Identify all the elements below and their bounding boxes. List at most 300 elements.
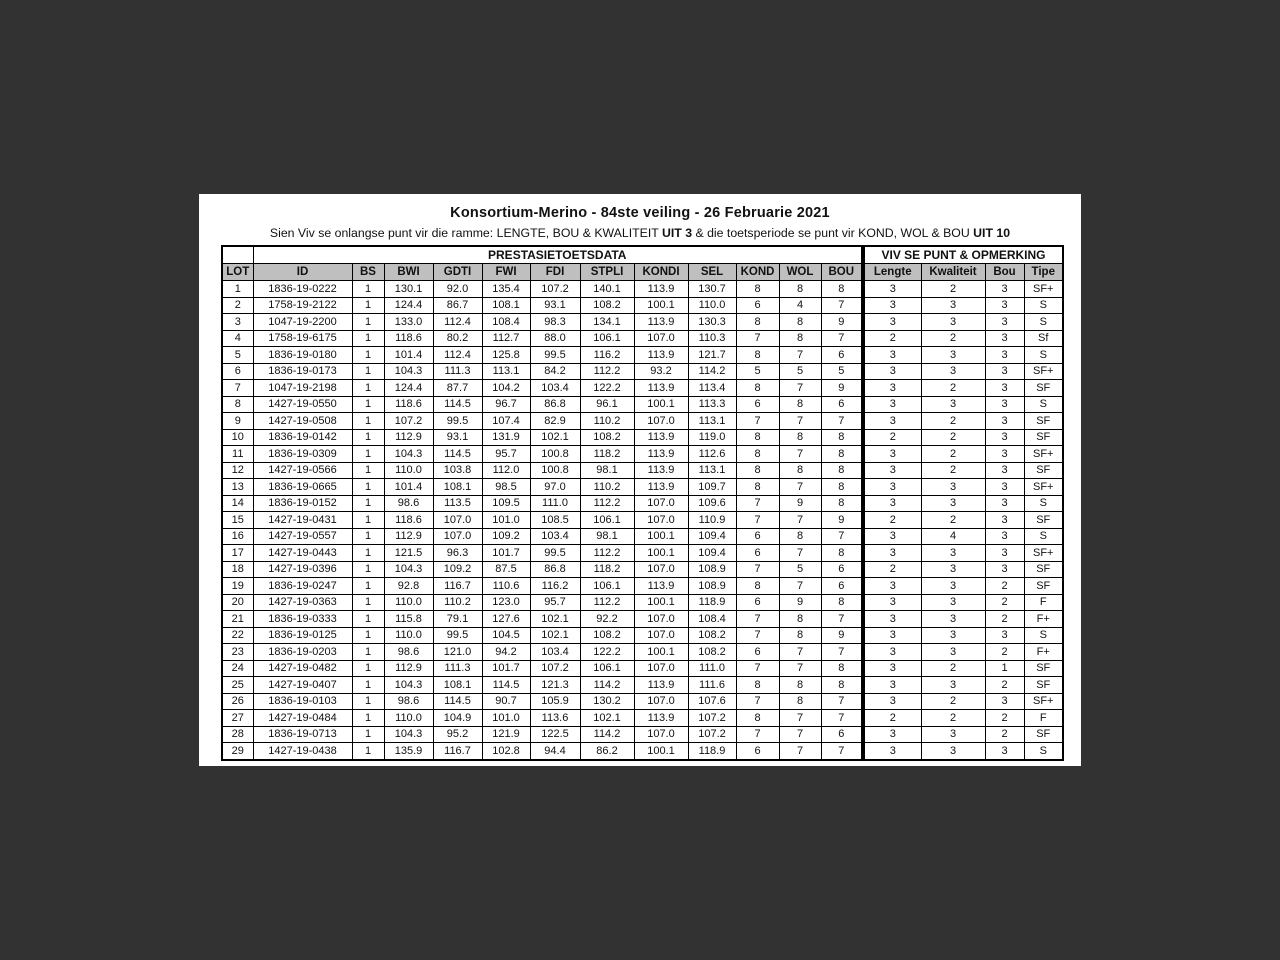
cell-lot: 22 xyxy=(222,627,253,644)
cell-tipe: F xyxy=(1024,594,1063,611)
cell-id: 1427-19-0566 xyxy=(253,462,352,479)
cell-kondi: 107.0 xyxy=(634,726,688,743)
cell-gdti: 92.0 xyxy=(433,281,482,298)
cell-fwi: 127.6 xyxy=(482,611,530,628)
cell-fdi: 102.1 xyxy=(530,627,580,644)
cell-bou-viv: 3 xyxy=(985,495,1024,512)
cell-kwaliteit: 3 xyxy=(921,743,985,760)
cell-bou: 7 xyxy=(821,330,863,347)
cell-stpli: 114.2 xyxy=(580,677,634,694)
column-header-fdi: FDI xyxy=(530,264,580,281)
cell-kond: 8 xyxy=(736,479,779,496)
cell-bs: 1 xyxy=(352,743,384,760)
cell-gdti: 108.1 xyxy=(433,479,482,496)
cell-lengte: 3 xyxy=(863,347,921,364)
cell-stpli: 106.1 xyxy=(580,660,634,677)
cell-kwaliteit: 3 xyxy=(921,314,985,331)
cell-kond: 7 xyxy=(736,495,779,512)
cell-kondi: 107.0 xyxy=(634,693,688,710)
cell-bs: 1 xyxy=(352,512,384,529)
cell-bs: 1 xyxy=(352,710,384,727)
cell-bou-viv: 3 xyxy=(985,743,1024,760)
cell-fdi: 99.5 xyxy=(530,545,580,562)
cell-fwi: 112.0 xyxy=(482,462,530,479)
cell-wol: 8 xyxy=(779,677,821,694)
cell-lot: 21 xyxy=(222,611,253,628)
cell-lengte: 3 xyxy=(863,660,921,677)
cell-gdti: 104.9 xyxy=(433,710,482,727)
cell-tipe: SF xyxy=(1024,561,1063,578)
cell-fwi: 87.5 xyxy=(482,561,530,578)
cell-bou: 8 xyxy=(821,462,863,479)
cell-bou-viv: 3 xyxy=(985,297,1024,314)
cell-lot: 18 xyxy=(222,561,253,578)
cell-fdi: 88.0 xyxy=(530,330,580,347)
cell-gdti: 107.0 xyxy=(433,528,482,545)
cell-sel: 113.3 xyxy=(688,396,736,413)
cell-tipe: S xyxy=(1024,314,1063,331)
cell-stpli: 106.1 xyxy=(580,512,634,529)
cell-fdi: 107.2 xyxy=(530,281,580,298)
cell-tipe: S xyxy=(1024,297,1063,314)
cell-gdti: 86.7 xyxy=(433,297,482,314)
cell-id: 1427-19-0363 xyxy=(253,594,352,611)
table-row xyxy=(222,512,1063,529)
cell-wol: 5 xyxy=(779,561,821,578)
cell-fdi: 95.7 xyxy=(530,594,580,611)
cell-sel: 111.0 xyxy=(688,660,736,677)
cell-wol: 8 xyxy=(779,693,821,710)
cell-kondi: 113.9 xyxy=(634,710,688,727)
cell-bwi: 110.0 xyxy=(384,594,433,611)
cell-bs: 1 xyxy=(352,693,384,710)
cell-bwi: 92.8 xyxy=(384,578,433,595)
cell-sel: 108.2 xyxy=(688,627,736,644)
cell-bs: 1 xyxy=(352,594,384,611)
cell-kwaliteit: 2 xyxy=(921,281,985,298)
cell-gdti: 114.5 xyxy=(433,396,482,413)
cell-bwi: 98.6 xyxy=(384,495,433,512)
cell-stpli: 98.1 xyxy=(580,462,634,479)
cell-bwi: 101.4 xyxy=(384,347,433,364)
cell-bou-viv: 3 xyxy=(985,363,1024,380)
table-row xyxy=(222,281,1063,298)
cell-fdi: 99.5 xyxy=(530,347,580,364)
cell-id: 1836-19-0180 xyxy=(253,347,352,364)
cell-stpli: 106.1 xyxy=(580,330,634,347)
cell-bou: 8 xyxy=(821,429,863,446)
cell-bwi: 112.9 xyxy=(384,528,433,545)
cell-lengte: 3 xyxy=(863,611,921,628)
cell-kondi: 113.9 xyxy=(634,677,688,694)
table-row xyxy=(222,545,1063,562)
cell-id: 1836-19-0309 xyxy=(253,446,352,463)
cell-kwaliteit: 3 xyxy=(921,677,985,694)
cell-kwaliteit: 4 xyxy=(921,528,985,545)
cell-kondi: 107.0 xyxy=(634,611,688,628)
column-header-bs: BS xyxy=(352,264,384,281)
cell-stpli: 108.2 xyxy=(580,429,634,446)
cell-fdi: 108.5 xyxy=(530,512,580,529)
cell-tipe: F+ xyxy=(1024,611,1063,628)
cell-fwi: 104.5 xyxy=(482,627,530,644)
cell-wol: 7 xyxy=(779,726,821,743)
cell-kwaliteit: 2 xyxy=(921,413,985,430)
cell-stpli: 108.2 xyxy=(580,297,634,314)
cell-kond: 8 xyxy=(736,710,779,727)
cell-fwi: 101.0 xyxy=(482,710,530,727)
cell-sel: 108.2 xyxy=(688,644,736,661)
cell-bs: 1 xyxy=(352,347,384,364)
cell-bs: 1 xyxy=(352,396,384,413)
subtitle-bold-uit10: UIT 10 xyxy=(973,226,1011,240)
cell-tipe: SF+ xyxy=(1024,545,1063,562)
cell-lengte: 3 xyxy=(863,594,921,611)
cell-bs: 1 xyxy=(352,281,384,298)
cell-stpli: 112.2 xyxy=(580,363,634,380)
cell-bou-viv: 2 xyxy=(985,710,1024,727)
cell-tipe: S xyxy=(1024,743,1063,760)
cell-tipe: S xyxy=(1024,347,1063,364)
table-row xyxy=(222,693,1063,710)
cell-bou-viv: 3 xyxy=(985,446,1024,463)
subtitle-text: Sien Viv se onlangse punt vir die ramme: LENGTE, BOU & KWALITEIT xyxy=(269,226,662,240)
cell-bs: 1 xyxy=(352,462,384,479)
cell-kond: 7 xyxy=(736,693,779,710)
cell-wol: 7 xyxy=(779,710,821,727)
cell-sel: 109.6 xyxy=(688,495,736,512)
cell-lot: 9 xyxy=(222,413,253,430)
table-row xyxy=(222,743,1063,760)
cell-id: 1427-19-0407 xyxy=(253,677,352,694)
cell-bou-viv: 3 xyxy=(985,561,1024,578)
cell-gdti: 96.3 xyxy=(433,545,482,562)
cell-sel: 109.4 xyxy=(688,545,736,562)
cell-kwaliteit: 3 xyxy=(921,545,985,562)
cell-fwi: 102.8 xyxy=(482,743,530,760)
table-row xyxy=(222,446,1063,463)
cell-fdi: 113.6 xyxy=(530,710,580,727)
cell-bou-viv: 3 xyxy=(985,545,1024,562)
cell-id: 1427-19-0438 xyxy=(253,743,352,760)
column-header-lot: LOT xyxy=(222,264,253,281)
cell-kwaliteit: 3 xyxy=(921,479,985,496)
cell-bs: 1 xyxy=(352,380,384,397)
cell-stpli: 86.2 xyxy=(580,743,634,760)
cell-bs: 1 xyxy=(352,297,384,314)
cell-bou: 6 xyxy=(821,726,863,743)
cell-gdti: 107.0 xyxy=(433,512,482,529)
table-row xyxy=(222,660,1063,677)
cell-fdi: 103.4 xyxy=(530,528,580,545)
cell-kondi: 107.0 xyxy=(634,413,688,430)
cell-fwi: 110.6 xyxy=(482,578,530,595)
cell-bwi: 121.5 xyxy=(384,545,433,562)
cell-bwi: 110.0 xyxy=(384,627,433,644)
cell-lengte: 3 xyxy=(863,380,921,397)
column-header-tipe: Tipe xyxy=(1024,264,1063,281)
cell-bou-viv: 3 xyxy=(985,429,1024,446)
cell-bwi: 110.0 xyxy=(384,462,433,479)
cell-id: 1836-19-0713 xyxy=(253,726,352,743)
cell-fdi: 86.8 xyxy=(530,396,580,413)
cell-kond: 8 xyxy=(736,429,779,446)
cell-gdti: 110.2 xyxy=(433,594,482,611)
cell-tipe: SF+ xyxy=(1024,446,1063,463)
cell-wol: 7 xyxy=(779,479,821,496)
cell-kond: 6 xyxy=(736,396,779,413)
cell-kond: 7 xyxy=(736,561,779,578)
cell-gdti: 95.2 xyxy=(433,726,482,743)
cell-bou-viv: 2 xyxy=(985,644,1024,661)
cell-bwi: 115.8 xyxy=(384,611,433,628)
section-header-viv-se-punt: VIV SE PUNT & OPMERKING xyxy=(863,246,1063,264)
cell-bwi: 104.3 xyxy=(384,363,433,380)
cell-lot: 19 xyxy=(222,578,253,595)
cell-bwi: 101.4 xyxy=(384,479,433,496)
cell-lengte: 2 xyxy=(863,561,921,578)
cell-bwi: 124.4 xyxy=(384,380,433,397)
cell-kondi: 113.9 xyxy=(634,281,688,298)
cell-lengte: 3 xyxy=(863,297,921,314)
cell-lot: 28 xyxy=(222,726,253,743)
cell-kondi: 100.1 xyxy=(634,743,688,760)
cell-lot: 16 xyxy=(222,528,253,545)
cell-id: 1836-19-0152 xyxy=(253,495,352,512)
cell-wol: 8 xyxy=(779,429,821,446)
cell-bou: 6 xyxy=(821,578,863,595)
cell-wol: 8 xyxy=(779,528,821,545)
cell-stpli: 102.1 xyxy=(580,710,634,727)
cell-fdi: 97.0 xyxy=(530,479,580,496)
cell-sel: 111.6 xyxy=(688,677,736,694)
cell-bou-viv: 2 xyxy=(985,594,1024,611)
column-header-lengte: Lengte xyxy=(863,264,921,281)
cell-tipe: S xyxy=(1024,627,1063,644)
cell-lot: 5 xyxy=(222,347,253,364)
document-title: Konsortium-Merino - 84ste veiling - 26 Februarie 2021 xyxy=(450,205,830,221)
cell-bou-viv: 3 xyxy=(985,380,1024,397)
cell-gdti: 112.4 xyxy=(433,347,482,364)
cell-fdi: 111.0 xyxy=(530,495,580,512)
section-header-prestasietoetsdata: PRESTASIETOETSDATA xyxy=(253,246,863,264)
cell-kondi: 107.0 xyxy=(634,512,688,529)
cell-lengte: 2 xyxy=(863,330,921,347)
cell-kwaliteit: 2 xyxy=(921,462,985,479)
cell-kwaliteit: 3 xyxy=(921,495,985,512)
cell-sel: 113.1 xyxy=(688,462,736,479)
cell-kond: 6 xyxy=(736,297,779,314)
subtitle-text: & die toetsperiode se punt vir KOND, WOL & BOU xyxy=(692,226,974,240)
cell-lengte: 3 xyxy=(863,446,921,463)
cell-wol: 7 xyxy=(779,578,821,595)
table-row xyxy=(222,528,1063,545)
cell-lot: 1 xyxy=(222,281,253,298)
cell-id: 1836-19-0665 xyxy=(253,479,352,496)
table-row xyxy=(222,644,1063,661)
cell-kwaliteit: 3 xyxy=(921,396,985,413)
cell-bwi: 104.3 xyxy=(384,446,433,463)
cell-gdti: 80.2 xyxy=(433,330,482,347)
cell-bou: 7 xyxy=(821,528,863,545)
cell-sel: 113.4 xyxy=(688,380,736,397)
cell-kond: 8 xyxy=(736,314,779,331)
cell-kondi: 100.1 xyxy=(634,594,688,611)
cell-sel: 113.1 xyxy=(688,413,736,430)
cell-fdi: 107.2 xyxy=(530,660,580,677)
cell-lot: 26 xyxy=(222,693,253,710)
cell-tipe: F xyxy=(1024,710,1063,727)
cell-bou-viv: 3 xyxy=(985,413,1024,430)
table-row xyxy=(222,677,1063,694)
cell-wol: 8 xyxy=(779,611,821,628)
cell-bs: 1 xyxy=(352,479,384,496)
cell-kond: 6 xyxy=(736,644,779,661)
cell-sel: 118.9 xyxy=(688,594,736,611)
cell-sel: 107.6 xyxy=(688,693,736,710)
cell-kwaliteit: 3 xyxy=(921,644,985,661)
cell-bs: 1 xyxy=(352,677,384,694)
cell-kondi: 113.9 xyxy=(634,380,688,397)
cell-stpli: 118.2 xyxy=(580,561,634,578)
cell-gdti: 111.3 xyxy=(433,660,482,677)
cell-wol: 7 xyxy=(779,347,821,364)
cell-gdti: 103.8 xyxy=(433,462,482,479)
cell-lot: 23 xyxy=(222,644,253,661)
table-row xyxy=(222,380,1063,397)
cell-kondi: 107.0 xyxy=(634,495,688,512)
cell-kond: 6 xyxy=(736,528,779,545)
cell-tipe: S xyxy=(1024,528,1063,545)
cell-sel: 118.9 xyxy=(688,743,736,760)
cell-kwaliteit: 3 xyxy=(921,611,985,628)
cell-stpli: 116.2 xyxy=(580,347,634,364)
cell-bou-viv: 3 xyxy=(985,627,1024,644)
cell-lengte: 3 xyxy=(863,413,921,430)
cell-sel: 107.2 xyxy=(688,710,736,727)
cell-lot: 4 xyxy=(222,330,253,347)
cell-lengte: 3 xyxy=(863,495,921,512)
column-header-wol: WOL xyxy=(779,264,821,281)
cell-gdti: 99.5 xyxy=(433,627,482,644)
cell-lengte: 3 xyxy=(863,363,921,380)
cell-bwi: 112.9 xyxy=(384,429,433,446)
cell-fdi: 103.4 xyxy=(530,644,580,661)
cell-fwi: 94.2 xyxy=(482,644,530,661)
cell-id: 1836-19-0142 xyxy=(253,429,352,446)
cell-id: 1836-19-0203 xyxy=(253,644,352,661)
table-row xyxy=(222,561,1063,578)
cell-kondi: 113.9 xyxy=(634,446,688,463)
cell-stpli: 96.1 xyxy=(580,396,634,413)
cell-lot: 3 xyxy=(222,314,253,331)
cell-id: 1427-19-0482 xyxy=(253,660,352,677)
cell-lengte: 3 xyxy=(863,545,921,562)
column-header-sel: SEL xyxy=(688,264,736,281)
cell-bwi: 110.0 xyxy=(384,710,433,727)
cell-gdti: 87.7 xyxy=(433,380,482,397)
cell-wol: 7 xyxy=(779,743,821,760)
cell-lengte: 3 xyxy=(863,627,921,644)
cell-gdti: 121.0 xyxy=(433,644,482,661)
table-row xyxy=(222,413,1063,430)
cell-fdi: 102.1 xyxy=(530,429,580,446)
cell-stpli: 118.2 xyxy=(580,446,634,463)
cell-fwi: 104.2 xyxy=(482,380,530,397)
cell-kwaliteit: 2 xyxy=(921,380,985,397)
cell-wol: 8 xyxy=(779,330,821,347)
cell-id: 1836-19-0222 xyxy=(253,281,352,298)
cell-tipe: SF xyxy=(1024,660,1063,677)
cell-kond: 6 xyxy=(736,545,779,562)
subtitle-bold-uit3: UIT 3 xyxy=(661,226,693,240)
cell-bs: 1 xyxy=(352,446,384,463)
cell-lengte: 3 xyxy=(863,644,921,661)
cell-fdi: 100.8 xyxy=(530,462,580,479)
cell-lot: 20 xyxy=(222,594,253,611)
cell-bou: 5 xyxy=(821,363,863,380)
cell-bs: 1 xyxy=(352,314,384,331)
cell-id: 1047-19-2200 xyxy=(253,314,352,331)
cell-gdti: 109.2 xyxy=(433,561,482,578)
cell-bwi: 104.3 xyxy=(384,561,433,578)
cell-wol: 8 xyxy=(779,314,821,331)
table-row xyxy=(222,578,1063,595)
cell-id: 1427-19-0550 xyxy=(253,396,352,413)
cell-kondi: 113.9 xyxy=(634,462,688,479)
cell-bou: 7 xyxy=(821,611,863,628)
cell-kond: 5 xyxy=(736,363,779,380)
cell-bou-viv: 3 xyxy=(985,330,1024,347)
cell-kond: 8 xyxy=(736,677,779,694)
cell-fwi: 123.0 xyxy=(482,594,530,611)
cell-kond: 8 xyxy=(736,347,779,364)
column-header-kond: KOND xyxy=(736,264,779,281)
cell-kond: 7 xyxy=(736,627,779,644)
cell-bou-viv: 2 xyxy=(985,677,1024,694)
cell-bou: 8 xyxy=(821,479,863,496)
cell-id: 1427-19-0508 xyxy=(253,413,352,430)
cell-lot: 2 xyxy=(222,297,253,314)
cell-kondi: 113.9 xyxy=(634,429,688,446)
cell-lengte: 3 xyxy=(863,743,921,760)
cell-bou-viv: 3 xyxy=(985,528,1024,545)
cell-kond: 8 xyxy=(736,462,779,479)
cell-fdi: 122.5 xyxy=(530,726,580,743)
cell-fdi: 105.9 xyxy=(530,693,580,710)
table-row xyxy=(222,726,1063,743)
cell-lot: 27 xyxy=(222,710,253,727)
table-row xyxy=(222,611,1063,628)
column-header-gdti: GDTI xyxy=(433,264,482,281)
cell-stpli: 112.2 xyxy=(580,495,634,512)
table-row xyxy=(222,710,1063,727)
cell-bs: 1 xyxy=(352,611,384,628)
cell-tipe: SF xyxy=(1024,726,1063,743)
cell-fwi: 125.8 xyxy=(482,347,530,364)
cell-bs: 1 xyxy=(352,330,384,347)
cell-stpli: 122.2 xyxy=(580,644,634,661)
cell-kond: 8 xyxy=(736,281,779,298)
cell-fdi: 93.1 xyxy=(530,297,580,314)
cell-sel: 109.7 xyxy=(688,479,736,496)
cell-sel: 112.6 xyxy=(688,446,736,463)
cell-bou: 7 xyxy=(821,693,863,710)
cell-lot: 6 xyxy=(222,363,253,380)
cell-bou: 7 xyxy=(821,743,863,760)
cell-kwaliteit: 3 xyxy=(921,726,985,743)
cell-kondi: 107.0 xyxy=(634,627,688,644)
